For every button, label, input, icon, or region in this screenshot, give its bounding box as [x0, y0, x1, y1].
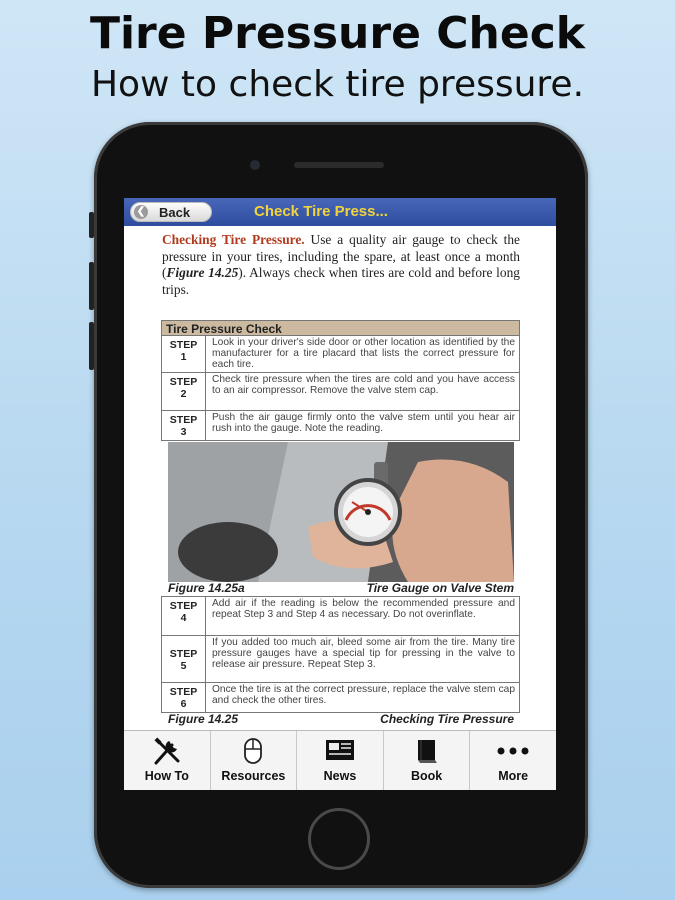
more-dots-icon	[496, 743, 530, 761]
step-text: Add air if the reading is below the recommended pressure and repeat Step 3 and Step 4 as necessary. Do not overinflate.	[212, 598, 515, 621]
book-icon	[413, 737, 441, 770]
step-label: STEP 5	[162, 636, 206, 682]
mute-switch	[89, 212, 94, 238]
step-label: STEP 4	[162, 597, 206, 635]
step-text: Push the air gauge firmly onto the valve stem until you hear air rush into the gauge. Note the reading.	[212, 412, 515, 435]
back-button-label: Back	[159, 205, 191, 220]
table-row	[162, 411, 519, 440]
tab-label: Book	[410, 769, 443, 783]
steps-table-2	[161, 596, 520, 713]
tab-news[interactable]	[297, 731, 384, 790]
step-label: STEP 1	[162, 336, 206, 372]
tab-label: Resources	[221, 769, 286, 783]
news-icon	[325, 737, 355, 768]
step-label: STEP 6	[162, 683, 206, 712]
figure-caption	[168, 712, 514, 726]
promo-title: Tire Pressure Check	[89, 8, 586, 59]
mouse-icon	[242, 737, 264, 770]
photo-caption-title: Tire Gauge on Valve Stem	[366, 581, 514, 595]
phone-frame	[94, 122, 588, 888]
tools-icon	[152, 737, 182, 770]
photo-caption-figure: Figure 14.25a	[168, 581, 245, 595]
step-label: STEP 3	[162, 411, 206, 440]
figure-caption-number: Figure 14.25	[168, 712, 239, 726]
back-arrow-icon: ❮	[134, 205, 148, 219]
table-header: Tire Pressure Check	[162, 321, 519, 336]
intro-text-1: Use a quality air gauge to check the pressure in your tires, including the spare, at least once a month (	[162, 232, 520, 280]
step-text: Look in your driver's side door or other location as identified by the manufacturer for a tire placard that lists the correct pressure for each tire.	[212, 337, 515, 371]
tab-resources[interactable]	[211, 731, 298, 790]
promo-subtitle: How to check tire pressure.	[90, 64, 585, 105]
table-row	[162, 373, 519, 411]
figure-reference[interactable]: Figure 14.25	[166, 265, 239, 280]
steps-table-1	[161, 320, 520, 441]
app-screen	[124, 198, 556, 790]
figure-caption-title: Checking Tire Pressure	[380, 712, 514, 726]
volume-down-button	[89, 322, 94, 370]
step-text: Once the tire is at the correct pressure, replace the valve stem cap and check the other tires.	[212, 684, 515, 707]
step-text: Check tire pressure when the tires are cold and you have access to an air compressor. Remove the valve stem cap.	[212, 374, 515, 397]
front-camera	[250, 160, 260, 170]
tab-bar	[124, 730, 556, 790]
table-row	[162, 597, 519, 636]
nav-bar	[124, 198, 556, 226]
tab-how-to[interactable]	[124, 731, 211, 790]
photo-caption	[168, 581, 514, 595]
home-button[interactable]	[308, 808, 370, 870]
table-row	[162, 336, 519, 373]
tab-label: More	[498, 769, 529, 783]
tire-gauge-illustration	[168, 442, 514, 582]
tire-gauge-photo	[168, 442, 514, 582]
tab-label: News	[323, 769, 357, 783]
step-text: If you added too much air, bleed some air from the tire. Many tire pressure gauges have a special tip for pressing in the valve to release air pressure. Repeat Step 3.	[212, 637, 515, 671]
tab-more[interactable]	[470, 731, 556, 790]
tab-label: How To	[144, 769, 189, 783]
earpiece-speaker	[294, 162, 384, 168]
intro-paragraph	[162, 232, 520, 298]
table-row	[162, 636, 519, 683]
volume-up-button	[89, 262, 94, 310]
intro-lead: Checking Tire Pressure.	[162, 232, 305, 247]
table-row	[162, 683, 519, 712]
intro-text-2: ). Always check when tires are cold and before long trips.	[162, 265, 520, 297]
step-label: STEP 2	[162, 373, 206, 410]
back-button[interactable]	[130, 202, 212, 222]
tab-book[interactable]	[384, 731, 471, 790]
page-title: Check Tire Press...	[254, 203, 388, 220]
